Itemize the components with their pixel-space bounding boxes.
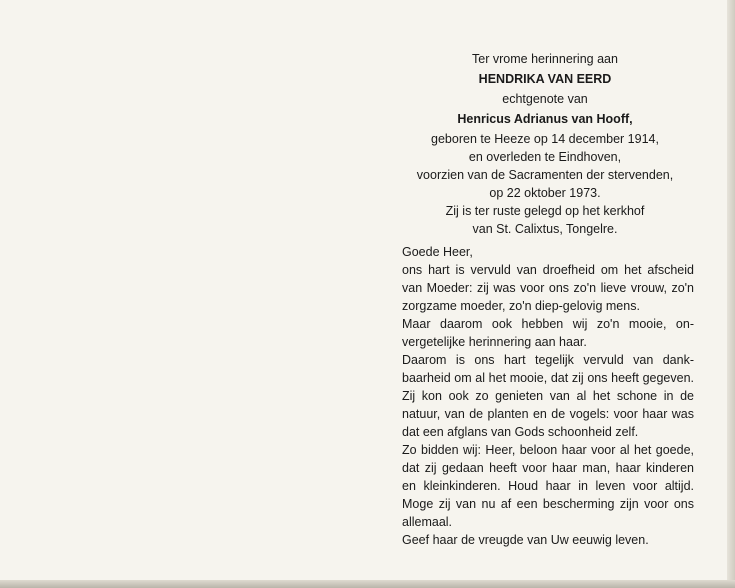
intro-line: Ter vrome herinnering aan [472, 52, 618, 66]
prayer-paragraph: ons hart is vervuld van droefheid om het afscheid van Moeder: zij was voor ons zo'n lieve vrouw, zo'n zorgzame moeder, zo'n diep-gelovig mens. [402, 263, 694, 313]
prayer-text [402, 243, 694, 549]
prayer-paragraph: Goede Heer, [402, 245, 473, 259]
death-line: en overleden te Eindhoven, [468, 150, 622, 164]
birth-line: geboren te Heeze op 14 december 1914, [431, 132, 659, 146]
prayer-paragraph: Daarom is ons hart tegelijk vervuld van dank-baarheid om al het mooie, dat zij ons heeft gegeven. Zij kon ook zo genieten van al het schone in de natuur, van de planten en de vogels: voor haar was dat een afglans van Gods schoonheid zelf. [402, 353, 694, 439]
relation-line: echtgenote van [502, 92, 588, 106]
death-date: op 22 oktober 1973. [489, 186, 601, 200]
spouse-name: Henricus Adrianus van Hooff, [457, 112, 633, 126]
card-edge-shadow [727, 0, 735, 588]
burial-line-1: Zij is ter ruste gelegd op het kerkhof [445, 204, 645, 218]
burial-line-2: van St. Calixtus, Tongelre. [472, 222, 618, 236]
deceased-name: HENDRIKA VAN EERD [478, 72, 612, 86]
card-header [380, 50, 710, 238]
prayer-paragraph: Geef haar de vreugde van Uw eeuwig leven. [402, 533, 649, 547]
prayer-paragraph: Zo bidden wij: Heer, beloon haar voor al het goede, dat zij gedaan heeft voor haar man, haar kinderen en kleinkinderen. Houd haar in leven voor altijd. Moge zij van nu af een bescherming zijn voor ons allemaal. [402, 443, 694, 529]
sacraments-line: voorzien van de Sacramenten der stervenden, [416, 168, 674, 182]
card-bottom-edge [0, 580, 735, 588]
prayer-paragraph: Maar daarom ook hebben wij zo'n mooie, on-vergetelijke herinnering aan haar. [402, 317, 694, 349]
